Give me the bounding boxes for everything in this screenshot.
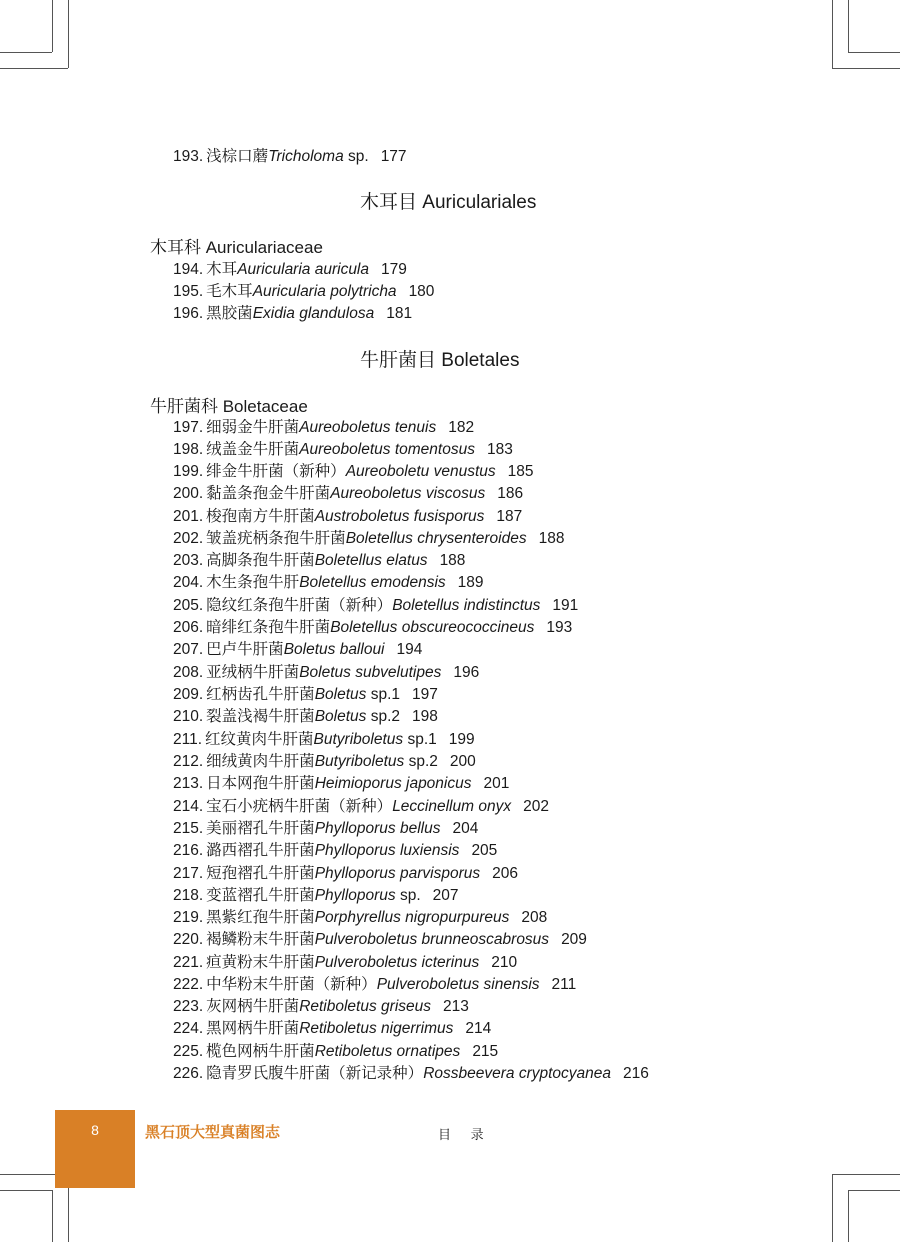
toc-entry: 217. 短孢褶孔牛肝菌Phylloporus parvisporus 206: [173, 865, 518, 882]
toc-entry: 201. 梭孢南方牛肝菌Austroboletus fusisporus 187: [173, 508, 523, 525]
family-heading: 木耳科 Auriculariaceae: [150, 238, 323, 257]
toc-entry: 197. 细弱金牛肝菌Aureoboletus tenuis 182: [173, 419, 475, 436]
toc-entry: 222. 中华粉末牛肝菌（新种）Pulveroboletus sinensis 211: [173, 976, 577, 993]
toc-entry: 207. 巴卢牛肝菌Boletus balloui 194: [173, 641, 423, 658]
toc-entry: 208. 亚绒柄牛肝菌Boletus subvelutipes 196: [173, 664, 480, 681]
toc-entry: 195. 毛木耳Auricularia polytricha 180: [173, 283, 435, 300]
toc-entry: 196. 黑胶菌Exidia glandulosa 181: [173, 305, 413, 322]
toc-entry: 206. 暗绯红条孢牛肝菌Boletellus obscureococcineus 193: [173, 619, 573, 636]
toc-entry: 220. 褐鳞粉末牛肝菌Pulveroboletus brunneoscabrosus 209: [173, 931, 587, 948]
crop-mark: [848, 1190, 900, 1191]
crop-mark: [848, 52, 900, 53]
toc-entry: 223. 灰网柄牛肝菌Retiboletus griseus 213: [173, 998, 469, 1015]
crop-mark: [0, 1190, 52, 1191]
crop-mark: [0, 52, 52, 53]
crop-mark: [832, 1174, 833, 1242]
page-number: 8: [91, 1122, 99, 1138]
toc-entry: 209. 红柄齿孔牛肝菌Boletus sp.1 197: [173, 686, 438, 703]
toc-entry: 219. 黑紫红孢牛肝菌Porphyrellus nigropurpureus 208: [173, 909, 548, 926]
family-heading: 牛肝菌科 Boletaceae: [150, 397, 308, 416]
crop-mark: [832, 68, 900, 69]
crop-mark: [52, 1190, 53, 1242]
toc-entry: 202. 皱盖疣柄条孢牛肝菌Boletellus chrysenteroides 188: [173, 530, 565, 547]
toc-entry: 199. 绯金牛肝菌（新种）Aureoboletu venustus 185: [173, 463, 534, 480]
crop-mark: [848, 1190, 849, 1242]
toc-entry: 204. 木生条孢牛肝Boletellus emodensis 189: [173, 574, 484, 591]
toc-entry: 213. 日本网孢牛肝菌Heimioporus japonicus 201: [173, 775, 510, 792]
crop-mark: [848, 0, 849, 52]
order-heading: 木耳目 Auriculariales: [360, 192, 537, 213]
toc-entry: 193. 浅棕口蘑Tricholoma sp. 177: [173, 148, 407, 165]
toc-entry: 210. 裂盖浅褐牛肝菌Boletus sp.2 198: [173, 708, 438, 725]
toc-entry: 226. 隐青罗氏腹牛肝菌（新记录种）Rossbeevera cryptocyanea 216: [173, 1065, 649, 1082]
toc-entry: 205. 隐纹红条孢牛肝菌（新种）Boletellus indistinctus 191: [173, 597, 579, 614]
section-title: 目 录: [438, 1127, 492, 1142]
toc-entry: 203. 高脚条孢牛肝菌Boletellus elatus 188: [173, 552, 466, 569]
crop-mark: [68, 0, 69, 68]
toc-entry: 214. 宝石小疣柄牛肝菌（新种）Leccinellum onyx 202: [173, 798, 549, 815]
crop-mark: [832, 0, 833, 68]
book-title: 黑石顶大型真菌图志: [145, 1123, 281, 1141]
toc-entry: 224. 黑网柄牛肝菌Retiboletus nigerrimus 214: [173, 1020, 492, 1037]
toc-entry: 194. 木耳Auricularia auricula 179: [173, 261, 407, 278]
toc-entry: 198. 绒盖金牛肝菌Aureoboletus tomentosus 183: [173, 441, 513, 458]
crop-mark: [0, 68, 68, 69]
toc-entry: 212. 细绒黄肉牛肝菌Butyriboletus sp.2 200: [173, 753, 476, 770]
toc-entry: 211. 红纹黄肉牛肝菌Butyriboletus sp.1 199: [173, 731, 475, 748]
toc-entry: 215. 美丽褶孔牛肝菌Phylloporus bellus 204: [173, 820, 479, 837]
toc-entry: 221. 疸黄粉末牛肝菌Pulveroboletus icterinus 210: [173, 954, 518, 971]
order-heading: 牛肝菌目 Boletales: [360, 350, 520, 371]
crop-mark: [52, 0, 53, 52]
toc-entry: 200. 黏盖条孢金牛肝菌Aureoboletus viscosus 186: [173, 485, 524, 502]
toc-entry: 218. 变蓝褶孔牛肝菌Phylloporus sp. 207: [173, 887, 459, 904]
toc-entry: 216. 潞西褶孔牛肝菌Phylloporus luxiensis 205: [173, 842, 498, 859]
crop-mark: [832, 1174, 900, 1175]
toc-entry: 225. 榄色网柄牛肝菌Retiboletus ornatipes 215: [173, 1043, 499, 1060]
